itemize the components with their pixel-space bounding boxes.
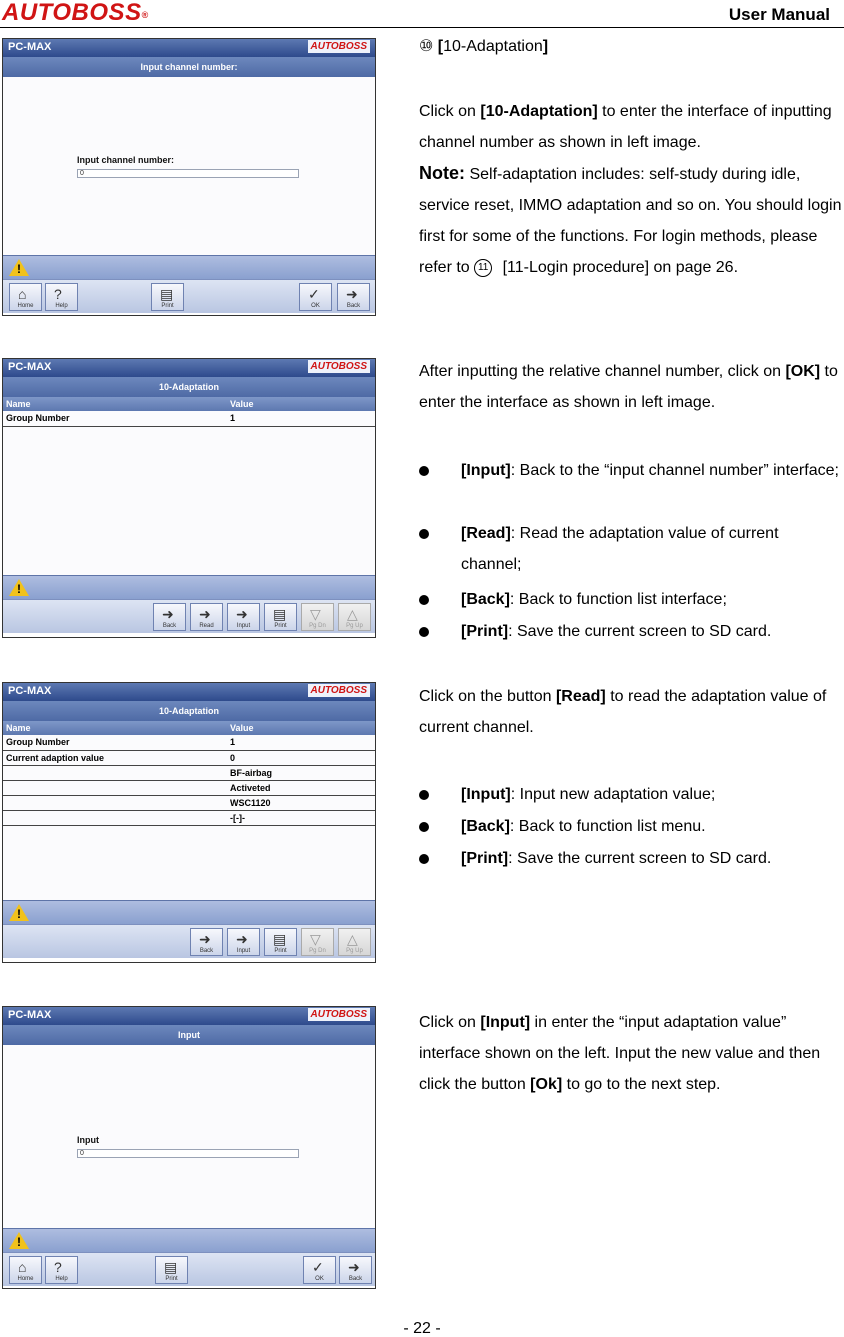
read-icon: ➜ <box>199 606 211 622</box>
warning-bar <box>3 575 375 599</box>
input-icon: ➜ <box>236 931 248 947</box>
field-label: Input <box>77 1135 99 1145</box>
print-button[interactable]: ▤ Print <box>264 603 297 631</box>
screenshot-adaptation-read <box>2 682 376 963</box>
screen-body <box>3 77 375 255</box>
ok-button[interactable]: ✓ OK <box>303 1256 336 1284</box>
bullet-icon <box>419 822 429 832</box>
print-button[interactable]: ▤ Print <box>151 283 184 311</box>
back-button[interactable]: ➜ Back <box>153 603 186 631</box>
warning-icon <box>9 1232 29 1249</box>
screenshot-input-channel <box>2 38 376 316</box>
button-bar <box>3 599 375 633</box>
help-icon: ? <box>54 286 62 302</box>
back-arrow-icon: ➜ <box>199 931 211 947</box>
bullet-icon <box>419 595 429 605</box>
page-up-button[interactable]: △ Pg Up <box>338 928 371 956</box>
back-button[interactable]: ➜ Back <box>337 283 370 311</box>
warning-icon <box>9 579 29 596</box>
page-number: - 22 - <box>403 1320 441 1337</box>
screen-body <box>3 397 375 575</box>
table-row[interactable]: -[-]- <box>3 810 375 825</box>
home-button[interactable]: ⌂ Home <box>9 283 42 311</box>
button-bar <box>3 279 375 313</box>
bullet-icon <box>419 854 429 864</box>
input-icon: ➜ <box>236 606 248 622</box>
printer-icon: ▤ <box>164 1259 178 1275</box>
table-row[interactable]: BF-airbag <box>3 765 375 780</box>
help-button[interactable]: ? Help <box>45 283 78 311</box>
manual-title: User Manual <box>728 5 830 24</box>
back-arrow-icon: ➜ <box>162 606 174 622</box>
channel-input[interactable]: 0 <box>77 169 299 178</box>
page-down-button[interactable]: ▽ Pg Dn <box>301 928 334 956</box>
table-row[interactable]: Current adaption value 0 <box>3 750 375 765</box>
screen-body <box>3 721 375 900</box>
help-icon: ? <box>54 1259 62 1275</box>
list-item: [Print]: Save the current screen to SD card. <box>419 616 843 647</box>
field-label: Input channel number: <box>77 155 175 165</box>
app-titlebar: PC-MAX AUTOBOSS <box>3 39 375 57</box>
list-item: [Print]: Save the current screen to SD card. <box>419 843 843 874</box>
autoboss-logo: AUTOBOSS® <box>2 0 149 26</box>
warning-bar <box>3 255 375 279</box>
screen-title: Input <box>3 1025 375 1045</box>
app-titlebar: PC-MAX AUTOBOSS <box>3 1007 375 1025</box>
read-button[interactable]: ➜ Read <box>190 603 223 631</box>
paragraph-ok: After inputting the relative channel number, click on [OK] to enter the interface as shown in left image. <box>419 363 838 411</box>
app-titlebar: PC-MAX AUTOBOSS <box>3 359 375 377</box>
list-item: [Back]: Back to function list menu. <box>419 811 843 842</box>
bullet-icon <box>419 627 429 637</box>
triangle-up-icon: △ <box>347 931 358 947</box>
screen-title: 10-Adaptation <box>3 377 375 397</box>
table-row[interactable]: Group Number 1 <box>3 411 375 426</box>
bullet-icon <box>419 466 429 476</box>
home-icon: ⌂ <box>18 286 27 302</box>
button-bar <box>3 1252 375 1286</box>
data-table: Name Value Group Number 1 <box>3 397 375 427</box>
button-bar <box>3 924 375 958</box>
input-button[interactable]: ➜ Input <box>227 603 260 631</box>
app-titlebar: PC-MAX AUTOBOSS <box>3 683 375 701</box>
triangle-down-icon: ▽ <box>310 931 321 947</box>
adaptation-input[interactable]: 0 <box>77 1149 299 1158</box>
bullet-icon <box>419 529 429 539</box>
screen-title: Input channel number: <box>3 57 375 77</box>
circled-number-11: 11 <box>474 259 492 277</box>
paragraph-input: Click on [Input] in enter the “input adaptation value” interface shown on the left. Input the new value and then click the button [Ok] to go to the next step. <box>419 1014 821 1093</box>
warning-bar <box>3 1228 375 1252</box>
paragraph-read: Click on the button [Read] to read the adaptation value of current channel. <box>419 688 827 736</box>
printer-icon: ▤ <box>273 606 287 622</box>
home-button[interactable]: ⌂ Home <box>9 1256 42 1284</box>
back-arrow-icon: ➜ <box>346 286 358 302</box>
warning-icon <box>9 259 29 276</box>
table-row[interactable]: WSC1120 <box>3 795 375 810</box>
page-up-button[interactable]: △ Pg Up <box>338 603 371 631</box>
input-button[interactable]: ➜ Input <box>227 928 260 956</box>
data-table: Name Value Group Number 1 Current adaption value 0 BF-airbag Activeted WSC1120 -[-]- <box>3 721 375 826</box>
list-item: [Input]: Back to the “input channel number” interface; <box>419 455 843 486</box>
printer-icon: ▤ <box>273 931 287 947</box>
printer-icon: ▤ <box>160 286 174 302</box>
triangle-down-icon: ▽ <box>310 606 321 622</box>
bullet-icon <box>419 790 429 800</box>
table-row[interactable]: Activeted <box>3 780 375 795</box>
back-button[interactable]: ➜ Back <box>339 1256 372 1284</box>
ok-button[interactable]: ✓ OK <box>299 283 332 311</box>
triangle-up-icon: △ <box>347 606 358 622</box>
help-button[interactable]: ? Help <box>45 1256 78 1284</box>
check-icon: ✓ <box>308 286 320 302</box>
home-icon: ⌂ <box>18 1259 27 1275</box>
screen-body <box>3 1045 375 1228</box>
warning-bar <box>3 900 375 924</box>
back-button[interactable]: ➜ Back <box>190 928 223 956</box>
print-button[interactable]: ▤ Print <box>264 928 297 956</box>
page-header <box>0 0 844 28</box>
table-row[interactable]: Group Number 1 <box>3 735 375 750</box>
list-item: [Back]: Back to function list interface; <box>419 584 843 615</box>
check-icon: ✓ <box>312 1259 324 1275</box>
back-arrow-icon: ➜ <box>348 1259 360 1275</box>
screenshot-adaptation <box>2 358 376 638</box>
paragraph-intro: Click on [10-Adaptation] to enter the interface of inputting channel number as shown in left image. Note: Self-adaptation includes: self-study during idle, service reset, IMMO adaptation and so on. You should login first for some of the functions. For login methods, please refer to 11 [11-Login procedure] on page 26. <box>419 103 842 276</box>
screenshot-input-adaptation <box>2 1006 376 1289</box>
warning-icon <box>9 904 29 921</box>
list-item: [Input]: Input new adaptation value; <box>419 779 843 810</box>
section-heading: ⑩ [10-Adaptation] <box>419 38 549 55</box>
list-item: [Read]: Read the adaptation value of current channel; <box>419 518 843 580</box>
print-button[interactable]: ▤ Print <box>155 1256 188 1284</box>
screen-title: 10-Adaptation <box>3 701 375 721</box>
page-down-button[interactable]: ▽ Pg Dn <box>301 603 334 631</box>
